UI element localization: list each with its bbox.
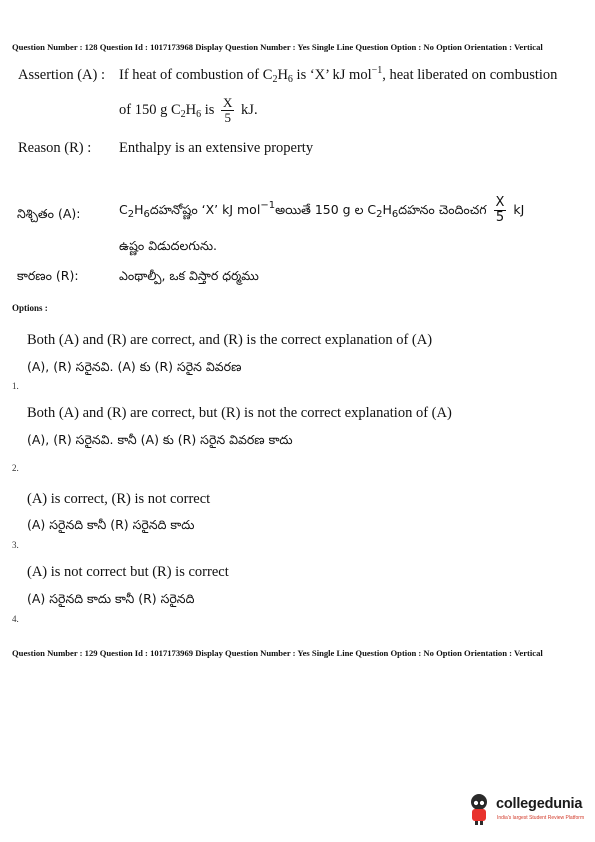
collegedunia-logo: [466, 790, 591, 834]
option-3-english[interactable]: (A) is correct, (R) is not correct: [27, 491, 211, 507]
options-title: Options :: [12, 303, 48, 313]
option-4-number: 4.: [12, 614, 19, 624]
assertion-text: If heat of combustion of $C_2H_6$ is ‘X’ kJ mol$^{-1}$, heat liberated on combustion: [119, 65, 558, 85]
option-3-number: 3.: [12, 540, 19, 550]
option-1-telugu[interactable]: (A), (R) సరైనవి. (A) కు (R) సరైన వివరణ: [27, 359, 242, 374]
reason-label: Reason (R) :: [18, 140, 92, 156]
reason-text: Enthalpy is an extensive property: [119, 140, 314, 156]
question-header: Question Number : 128 Question Id : 1017173968 Display Question Number : Yes Single Line Question Option : No Option Orientation : Vertical: [12, 42, 543, 52]
brand-tagline: India's largest Student Review Platform: [497, 815, 585, 821]
option-1-english[interactable]: Both (A) and (R) are correct, and (R) is the correct explanation of (A): [27, 332, 433, 348]
te-reason-text: ఎంథాల్పీ, ఒక విస్తార ధర్మము: [119, 268, 259, 283]
brand-name: collegedunia: [496, 796, 583, 812]
option-4-telugu[interactable]: (A) సరైనది కాదు కానీ (R) సరైనది: [27, 591, 195, 606]
option-4-english[interactable]: (A) is not correct but (R) is correct: [27, 564, 229, 580]
te-assertion-label: నిశ్చితం (A):: [17, 206, 81, 221]
assertion-text-line2: of 150 g $C_2H_6$ is $\frac{X}{5}$ kJ.: [119, 95, 258, 125]
option-2-number: 2.: [12, 463, 19, 473]
assertion-label: Assertion (A) :: [18, 67, 105, 83]
te-fraction-x-over-5: $\frac{X}{5}$: [495, 195, 505, 225]
te-reason-label: కారణం (R):: [17, 268, 79, 283]
fraction-x-over-5: $\frac{X}{5}$: [223, 95, 233, 125]
option-2-english[interactable]: Both (A) and (R) are correct, but (R) is not the correct explanation of (A): [27, 405, 452, 421]
te-assertion-text: $C_2H_6దహనోష్ణం$ ‘X’ kJ mol$^{-1}$అయితే 150 g ల $C_2H_6దహనం$ చెందించగ $\frac{X}{5}$ kJ: [119, 195, 525, 225]
option-2-telugu[interactable]: (A), (R) సరైనవి. కానీ (A) కు (R) సరైన వివరణ కాదు: [27, 432, 293, 447]
te-assertion-line2: ఉష్ణం విడుదలగును.: [119, 238, 218, 253]
option-1-number: 1.: [12, 381, 19, 391]
student-mascot-icon: [466, 792, 492, 826]
next-question-header: Question Number : 129 Question Id : 1017173969 Display Question Number : Yes Single Line Question Option : No Option Orientation : Vertical: [12, 648, 543, 658]
option-3-telugu[interactable]: (A) సరైనది కానీ (R) సరైనది కాదు: [27, 517, 195, 532]
